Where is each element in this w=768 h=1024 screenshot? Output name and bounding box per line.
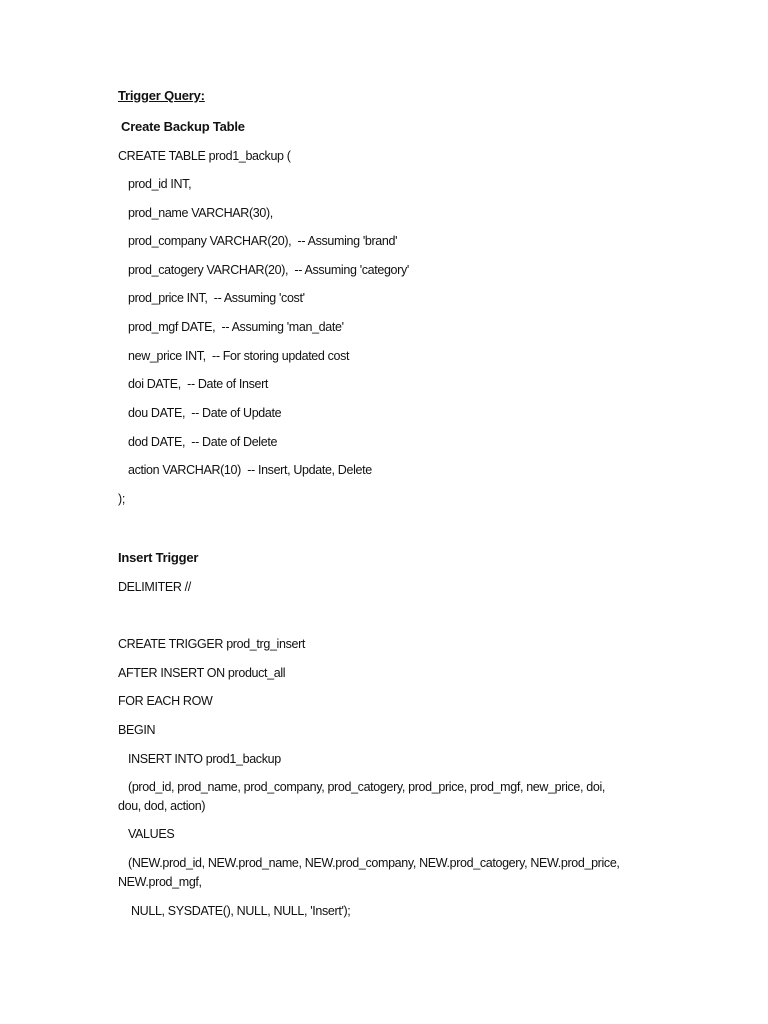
code-line: CREATE TABLE prod1_backup ( — [118, 149, 291, 163]
code-line: NEW.prod_mgf, — [118, 875, 202, 889]
code-line: doi DATE, -- Date of Insert — [128, 377, 269, 391]
code-line: (NEW.prod_id, NEW.prod_name, NEW.prod_company, NEW.prod_catogery, NEW.prod_price, — [128, 856, 620, 870]
code-line: prod_name VARCHAR(30), — [128, 206, 273, 220]
code-line: new_price INT, -- For storing updated cost — [128, 349, 350, 363]
code-line: BEGIN — [118, 723, 156, 737]
code-line: prod_mgf DATE, -- Assuming 'man_date' — [128, 320, 344, 334]
code-line: dou, dod, action) — [118, 799, 206, 813]
page-heading: Trigger Query: — [118, 88, 205, 103]
code-line: prod_price INT, -- Assuming 'cost' — [128, 291, 305, 305]
code-line: (prod_id, prod_name, prod_company, prod_catogery, prod_price, prod_mgf, new_price, doi, — [128, 780, 606, 794]
code-line: dod DATE, -- Date of Delete — [128, 435, 278, 449]
code-line: NULL, SYSDATE(), NULL, NULL, 'Insert'); — [131, 904, 351, 918]
section-title: Insert Trigger — [118, 550, 199, 565]
code-line: CREATE TRIGGER prod_trg_insert — [118, 637, 306, 651]
code-line: VALUES — [128, 827, 175, 841]
code-line: action VARCHAR(10) -- Insert, Update, Delete — [128, 463, 372, 477]
code-line: INSERT INTO prod1_backup — [128, 752, 281, 766]
code-line: dou DATE, -- Date of Update — [128, 406, 282, 420]
section-title: Create Backup Table — [121, 119, 245, 134]
code-line: DELIMITER // — [118, 580, 191, 594]
code-line: prod_catogery VARCHAR(20), -- Assuming 'category' — [128, 263, 409, 277]
code-line: prod_company VARCHAR(20), -- Assuming 'brand' — [128, 234, 398, 248]
code-line: prod_id INT, — [128, 177, 192, 191]
code-line: AFTER INSERT ON product_all — [118, 666, 286, 680]
code-line: FOR EACH ROW — [118, 694, 213, 708]
code-line: ); — [118, 492, 125, 506]
